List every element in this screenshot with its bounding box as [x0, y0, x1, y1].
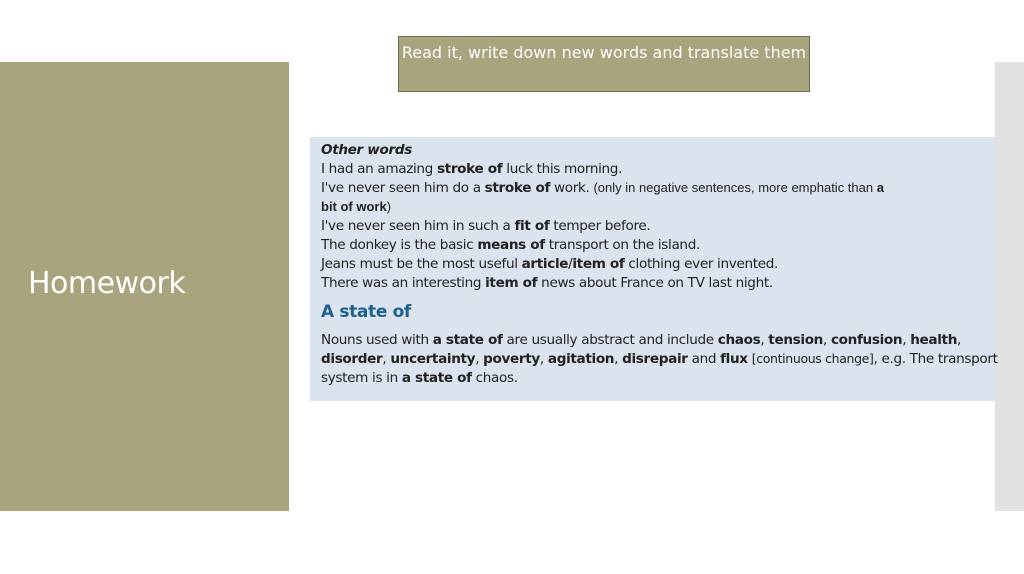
state-of-line: disorder, uncertainty, poverty, agitation, disrepair and flux [continuous change], e.g. The transport: [321, 351, 998, 367]
example-line: Jeans must be the most useful article/item of clothing ever invented.: [321, 256, 778, 272]
example-line: I've never seen him do a stroke of work. (only in negative sentences, more emphatic than a: [321, 180, 884, 196]
example-line: The donkey is the basic means of transport on the island.: [321, 237, 700, 253]
slide-title: Homework: [28, 266, 186, 301]
vocabulary-excerpt: [310, 137, 998, 401]
example-line: I had an amazing stroke of luck this morning.: [321, 161, 623, 177]
state-of-line: system is in a state of chaos.: [321, 370, 518, 386]
state-of-line: Nouns used with a state of are usually abstract and include chaos, tension, confusion, health,: [321, 332, 962, 348]
example-line: I've never seen him in such a fit of temper before.: [321, 218, 651, 234]
instruction-box: Read it, write down new words and translate them: [398, 36, 810, 92]
right-edge-strip: [995, 62, 1024, 511]
example-line: bit of work): [321, 199, 392, 214]
state-of-heading: A state of: [321, 302, 411, 322]
example-line: There was an interesting item of news about France on TV last night.: [321, 275, 773, 291]
other-words-heading: Other words: [321, 142, 412, 158]
